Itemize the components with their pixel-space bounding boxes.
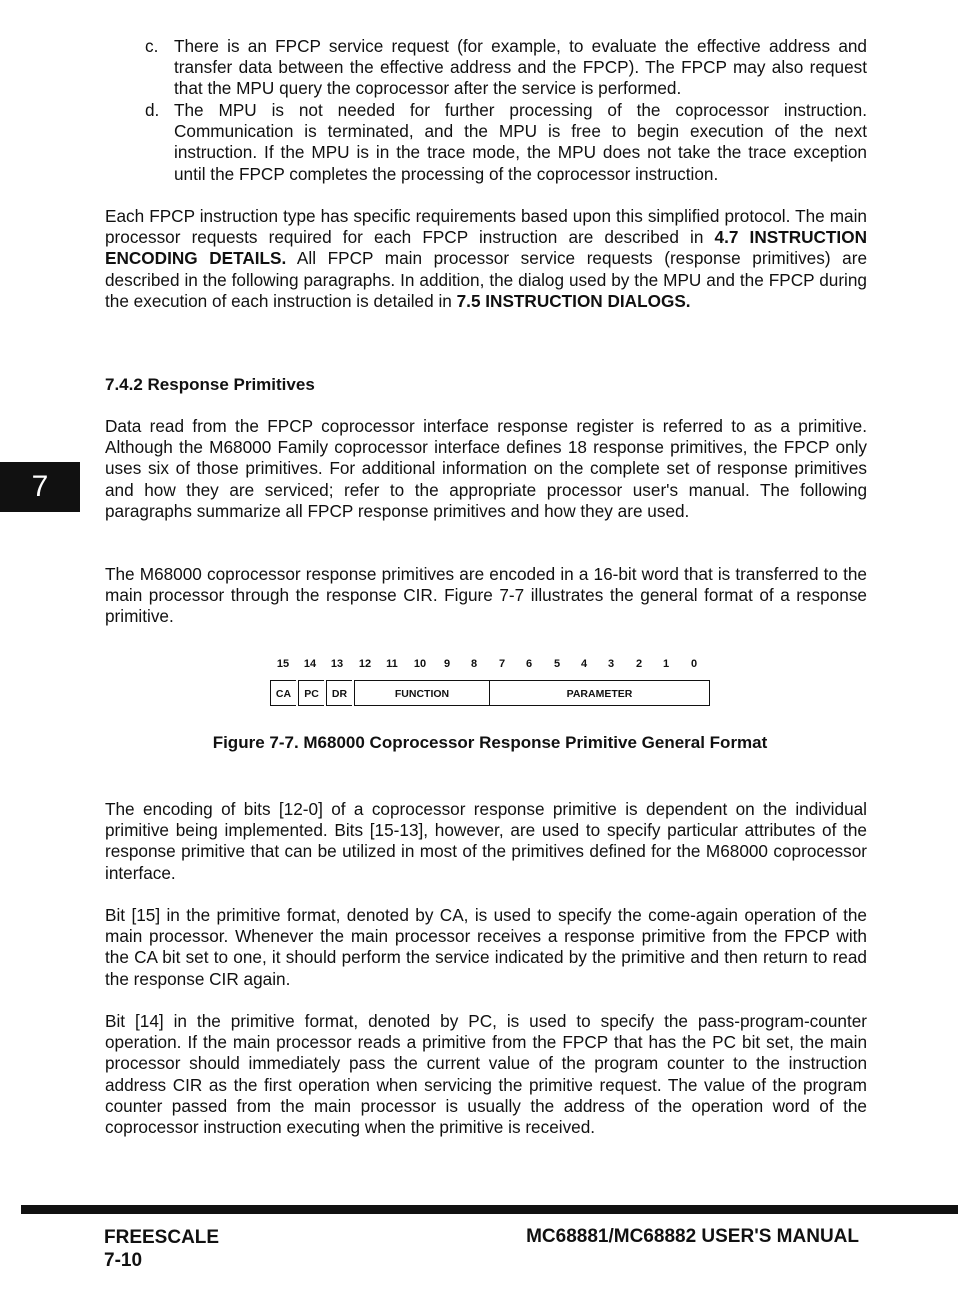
bit-number: 10	[413, 658, 427, 670]
section-reference: 4.7 INSTRUCTION ENCODING DETAILS.	[105, 227, 867, 269]
bit-number: 1	[662, 658, 670, 670]
register-field-pc: PC	[298, 680, 324, 706]
footer-company: FREESCALE	[104, 1227, 220, 1248]
register-field-parameter: PARAMETER	[489, 680, 710, 706]
intro-text-2: All FPCP main processor service requests (response primitives) are described in the following paragraphs. In addition, the dialog used by the MPU and the FPCP during the execution of each instruction is detailed in	[105, 248, 867, 311]
list-text: There is an FPCP service request (for example, to evaluate the effective address and transfer data between the effective address and the FPCP). The FPCP may also request that the MPU query the coprocessor after the service is performed.	[174, 36, 867, 99]
section-heading: 7.4.2 Response Primitives	[105, 375, 315, 394]
bit-number: 15	[276, 658, 290, 670]
bit-number: 9	[443, 658, 451, 670]
paragraph: The encoding of bits [12-0] of a coprocessor response primitive is dependent on the individual primitive being implemented. Bits [15-13], however, are used to specify particular attributes of the response primitive that can be utilized in most of the primitives defined for the M68000 coprocessor interface.	[105, 799, 867, 883]
bit-number: 3	[607, 658, 615, 670]
footer-rule	[21, 1205, 958, 1214]
register-field-ca: CA	[270, 680, 296, 706]
footer-page-number: 7-10	[104, 1250, 143, 1271]
paragraph: Bit [14] in the primitive format, denoted by PC, is used to specify the pass-program-counter operation. If the main processor reads a primitive from the FPCP that has the PC bit set, the main processor should immediately pass the current value of the program counter to the instruction address CIR as the first operation when servicing the primitive request. The value of the program counter passed from the main processor is usually the address of the operation word of the coprocessor instruction executing when the primitive is received.	[105, 1011, 867, 1138]
bit-number: 8	[470, 658, 478, 670]
bit-number: 7	[498, 658, 506, 670]
list-item	[145, 100, 867, 185]
bit-number: 14	[303, 658, 317, 670]
footer-manual-title: MC68881/MC68882 USER'S MANUAL	[526, 1226, 859, 1247]
intro-paragraph	[105, 206, 867, 312]
bit-number: 4	[580, 658, 588, 670]
bit-number: 2	[635, 658, 643, 670]
register-field-dr: DR	[326, 680, 352, 706]
bit-number: 6	[525, 658, 533, 670]
chapter-tab: 7	[0, 462, 80, 512]
paragraph: The M68000 coprocessor response primitives are encoded in a 16-bit word that is transferred to the main processor through the response CIR. Figure 7-7 illustrates the general format of a response primitive.	[105, 564, 867, 627]
section-reference: 7.5 INSTRUCTION DIALOGS.	[456, 290, 691, 311]
bit-number: 5	[553, 658, 561, 670]
bit-number: 13	[330, 658, 344, 670]
bit-number: 12	[358, 658, 372, 670]
list-marker: c.	[145, 36, 159, 56]
paragraph: Data read from the FPCP coprocessor interface response register is referred to as a primitive. Although the M68000 Family coprocessor interface defines 18 response primitives, the FPCP only uses six of those primitives. For additional information on the complete set of response primitives and how they are serviced; refer to the appropriate processor user's manual. The following paragraphs summarize all FPCP response primitives and how they are used.	[105, 416, 867, 521]
figure-caption: Figure 7-7. M68000 Coprocessor Response Primitive General Format	[212, 733, 768, 752]
register-field-function: FUNCTION	[354, 680, 489, 706]
intro-text-1: Each FPCP instruction type has specific requirements based upon this simplified protocol. The main processor requests required for each FPCP instruction are described in	[105, 206, 867, 248]
bit-number: 0	[690, 658, 698, 670]
list-marker: d.	[145, 100, 160, 120]
list-item	[145, 36, 867, 100]
bit-number: 11	[386, 658, 398, 670]
paragraph: Bit [15] in the primitive format, denoted by CA, is used to specify the come-again operation of the main processor. Whenever the main processor receives a response primitive from the FPCP with the CA bit set to one, it should perform the service indicated by the primitive and then return to read the response CIR again.	[105, 905, 867, 989]
list-text: The MPU is not needed for further processing of the coprocessor instruction. Communication is terminated, and the MPU is free to begin execution of the next instruction. If the MPU is in the trace mode, the MPU does not take the trace exception until the FPCP completes the processing of the coprocessor instruction.	[174, 100, 867, 184]
footer-left	[104, 1226, 219, 1272]
